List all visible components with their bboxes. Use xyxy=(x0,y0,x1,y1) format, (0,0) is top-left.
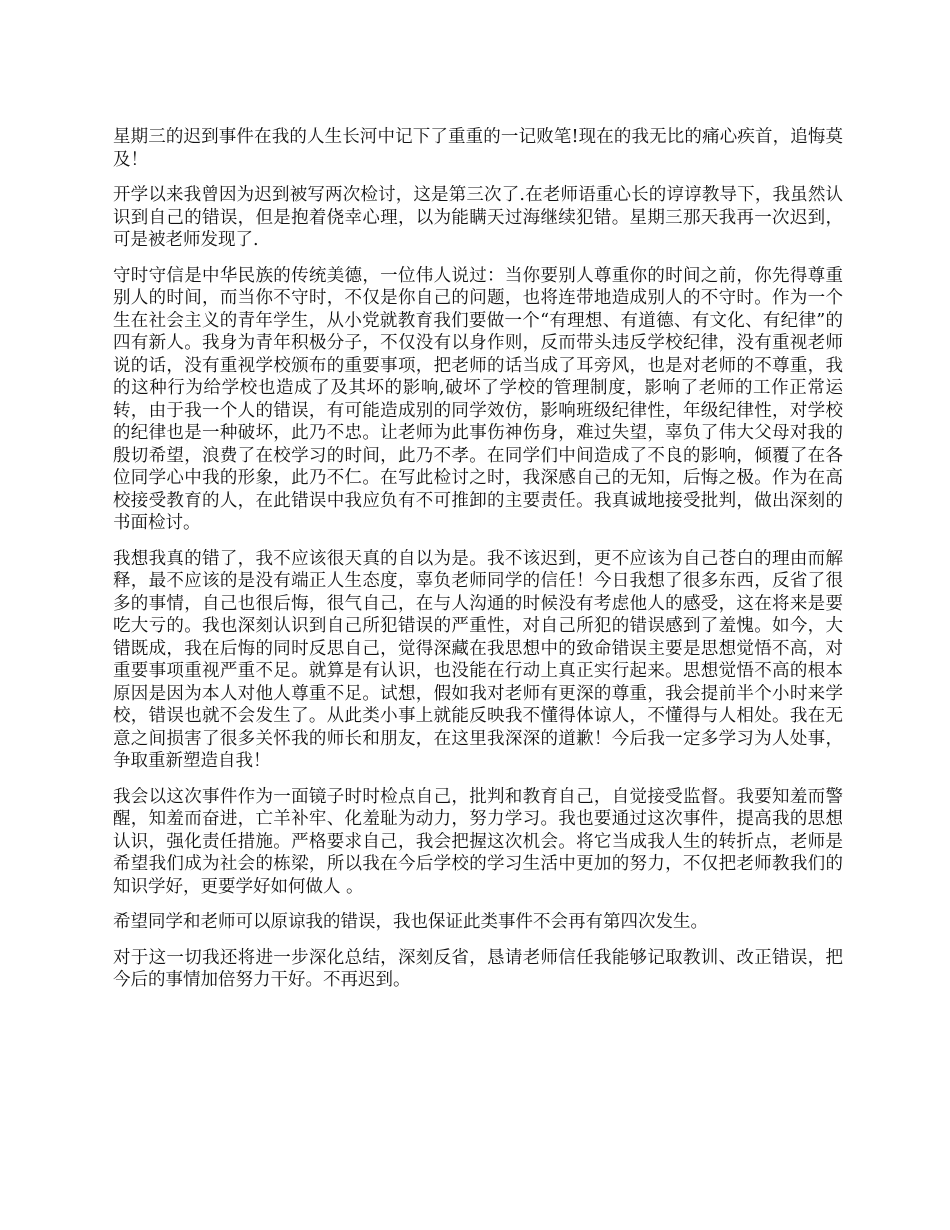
paragraph-1: 星期三的迟到事件在我的人生长河中记下了重重的一记败笔!现在的我无比的痛心疾首，追悔莫及！ xyxy=(113,127,843,170)
paragraph-2: 开学以来我曾因为迟到被写两次检讨，这是第三次了.在老师语重心长的谆谆教导下，我虽然认识到自己的错误，但是抱着侥幸心理，以为能瞒天过海继续犯错。星期三那天我再一次迟到，可是被老师发现了. xyxy=(113,185,843,250)
paragraph-4: 我想我真的错了，我不应该很天真的自以为是。我不该迟到，更不应该为自己苍白的理由而解释，最不应该的是没有端正人生态度，辜负老师同学的信任！今日我想了很多东西，反省了很多的事情，自己也很后悔，很气自己，在与人沟通的时候没有考虑他人的感受，这在将来是要吃大亏的。我也深刻认识到自己所犯错误的严重性，对自己所犯的错误感到了羞愧。如今，大错既成，我在后悔的同时反思自己，觉得深藏在我思想中的致命错误主要是思想觉悟不高，对重要事项重视严重不足。就算是有认识，也没能在行动上真正实行起来。思想觉悟不高的根本原因是因为本人对他人尊重不足。试想，假如我对老师有更深的尊重，我会提前半个小时来学校，错误也就不会发生了。从此类小事上就能反映我不懂得体谅人，不懂得与人相处。我在无意之间损害了很多关怀我的师长和朋友，在这里我深深的道歉！今后我一定多学习为人处事，争取重新塑造自我！ xyxy=(113,548,843,771)
paragraph-3: 守时守信是中华民族的传统美德，一位伟人说过：当你要别人尊重你的时间之前，你先得尊重别人的时间，而当你不守时，不仅是你自己的问题，也将连带地造成别人的不守时。作为一个生在社会主义的青年学生，从小党就教育我们要做一个“有理想、有道德、有文化、有纪律”的四有新人。我身为青年积极分子，不仅没有以身作则，反而带头违反学校纪律，没有重视老师说的话，没有重视学校颁布的重要事项，把老师的话当成了耳旁风，也是对老师的不尊重，我的这种行为给学校也造成了及其坏的影响,破坏了学校的管理制度，影响了老师的工作正常运转，由于我一个人的错误，有可能造成别的同学效仿，影响班级纪律性，年级纪律性，对学校的纪律也是一种破坏，此乃不忠。让老师为此事伤神伤身，难过失望，辜负了伟大父母对我的殷切希望，浪费了在校学习的时间，此乃不孝。在同学们中间造成了不良的影响，倾覆了在各位同学心中我的形象，此乃不仁。在写此检讨之时，我深感自己的无知，后悔之极。作为在高校接受教育的人，在此错误中我应负有不可推卸的主要责任。我真诚地接受批判，做出深刻的书面检讨。 xyxy=(113,265,843,533)
paragraph-6: 希望同学和老师可以原谅我的错误，我也保证此类事件不会再有第四次发生。 xyxy=(113,912,708,932)
paragraph-7: 对于这一切我还将进一步深化总结，深刻反省，恳请老师信任我能够记取教训、改正错误，把今后的事情加倍努力干好。不再迟到。 xyxy=(113,947,843,990)
document-body xyxy=(113,126,843,1005)
paragraph-5: 我会以这次事件作为一面镜子时时检点自己，批判和教育自己，自觉接受监督。我要知羞而警醒，知羞而奋进，亡羊补牢、化羞耻为动力，努力学习。我也要通过这次事件，提高我的思想认识，强化责任措施。严格要求自己，我会把握这次机会。将它当成我人生的转折点，老师是希望我们成为社会的栋梁，所以我在今后学校的学习生活中更加的努力，不仅把老师教我们的知识学好，更要学好如何做人 。 xyxy=(113,786,843,897)
